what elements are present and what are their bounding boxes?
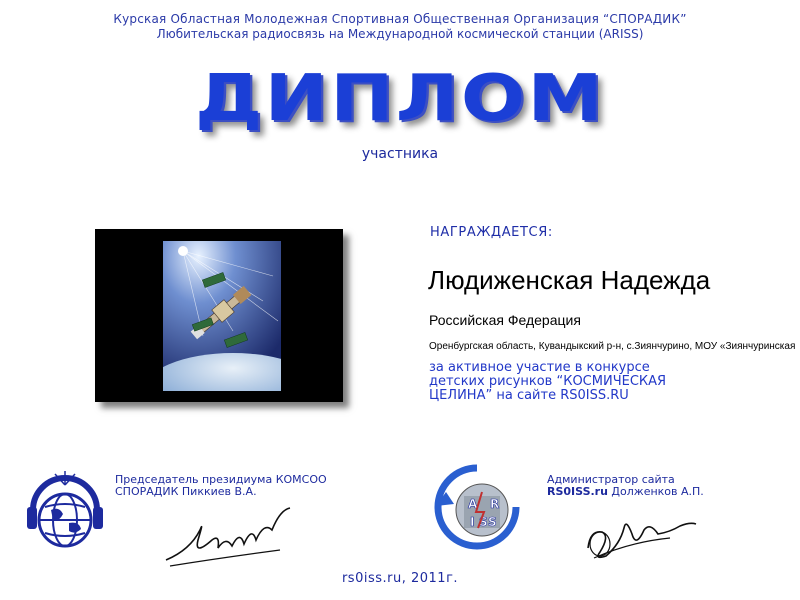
organization-subtitle: Любительская радиосвязь на Международной космической станции (ARISS) bbox=[156, 27, 644, 41]
ariss-letter: A bbox=[468, 497, 478, 511]
ariss-logo-icon bbox=[432, 462, 522, 552]
diploma-subtitle: участника bbox=[361, 146, 439, 162]
award-reason-line: детских рисунков “КОСМИЧЕСКАЯ bbox=[429, 374, 667, 389]
recipient-name: Людиженская Надежда bbox=[428, 265, 711, 295]
admin-title: Администратор сайта bbox=[547, 473, 675, 486]
recipient-address: Оренбургская область, Кувандыкский р-н, с.Зиянчурино, МОУ «Зиянчуринская bbox=[429, 341, 796, 352]
admin-signature bbox=[580, 508, 700, 568]
admin-caption bbox=[547, 474, 704, 498]
diploma-title: ДИПЛОМ bbox=[195, 62, 605, 136]
award-reason-line: за активное участие в конкурсе bbox=[429, 360, 650, 375]
space-station-drawing bbox=[163, 241, 281, 391]
admin-site-link[interactable]: RS0ISS.ru bbox=[547, 485, 608, 498]
chairman-caption bbox=[115, 474, 327, 498]
chairman-signature bbox=[160, 500, 300, 570]
globe-headphones-icon bbox=[25, 465, 105, 555]
admin-name: Долженков А.П. bbox=[607, 485, 704, 498]
award-reason-line: ЦЕЛИНА” на сайте RS0ISS.RU bbox=[429, 388, 629, 403]
chairman-title: Председатель президиума КОМСОО bbox=[115, 473, 327, 486]
chairman-name: СПОРАДИК Пиккиев В.А. bbox=[115, 485, 257, 498]
ariss-letter: R bbox=[490, 497, 500, 511]
ariss-letter: I bbox=[470, 515, 475, 529]
footer-site-year: rs0iss.ru, 2011г. bbox=[341, 571, 459, 586]
organization-name: Курская Областная Молодежная Спортивная Общественная Организация “СПОРАДИК” bbox=[113, 12, 687, 26]
recipient-country: Российская Федерация bbox=[429, 312, 581, 328]
awarded-label: НАГРАЖДАЕТСЯ: bbox=[430, 225, 553, 240]
ariss-letter: S bbox=[488, 515, 497, 529]
admin-name-line bbox=[547, 486, 704, 498]
artwork-frame bbox=[95, 229, 343, 402]
award-reason bbox=[429, 361, 789, 403]
ariss-letter: S bbox=[479, 515, 488, 529]
